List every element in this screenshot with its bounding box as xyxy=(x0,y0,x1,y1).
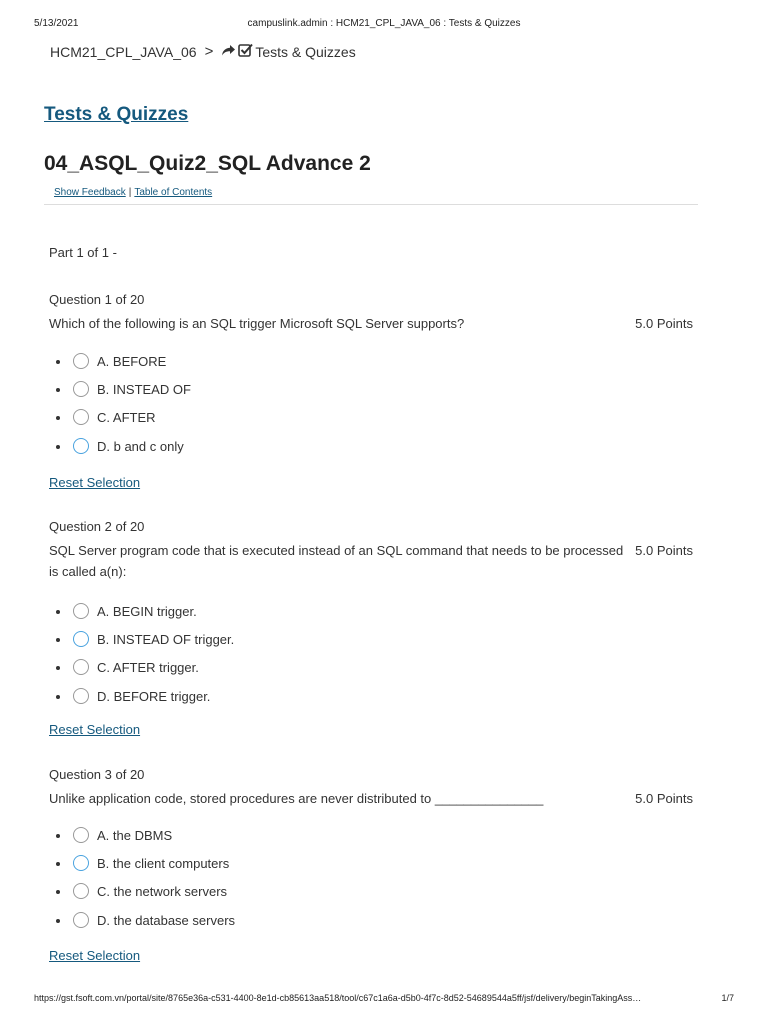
radio-button[interactable] xyxy=(73,409,89,425)
radio-button[interactable] xyxy=(73,659,89,675)
print-date: 5/13/2021 xyxy=(34,18,79,29)
checkbox-checked-icon xyxy=(238,43,253,60)
option-label: D. BEFORE trigger. xyxy=(97,688,211,704)
table-of-contents-link[interactable]: Table of Contents xyxy=(134,187,213,198)
reset-selection-link[interactable]: Reset Selection xyxy=(49,948,141,963)
option-label: B. INSTEAD OF xyxy=(97,382,191,398)
question-points: 5.0 Points xyxy=(635,316,693,331)
question-text: Unlike application code, stored procedures are never distributed to _______________ xyxy=(49,791,544,806)
question-points: 5.0 Points xyxy=(635,791,693,806)
radio-button[interactable] xyxy=(73,827,89,843)
question-text: Which of the following is an SQL trigger Microsoft SQL Server supports? xyxy=(49,316,465,331)
option-label: C. the network servers xyxy=(97,884,228,900)
assessment-title: 04_ASQL_Quiz2_SQL Advance 2 xyxy=(44,152,371,175)
question-1 xyxy=(49,291,693,465)
page-number: 1/7 xyxy=(721,993,734,1003)
radio-button[interactable] xyxy=(73,883,89,899)
option-label: A. BEFORE xyxy=(97,354,167,369)
radio-button-selected[interactable] xyxy=(73,438,89,454)
radio-button[interactable] xyxy=(73,381,89,397)
option-label: D. b and c only xyxy=(97,438,184,454)
show-feedback-link[interactable]: Show Feedback xyxy=(54,187,126,198)
option-label: D. the database servers xyxy=(97,912,236,928)
answer-options xyxy=(49,352,693,465)
answer-options xyxy=(49,602,693,715)
radio-button[interactable] xyxy=(73,353,89,369)
breadcrumb xyxy=(50,43,356,60)
link-separator: | xyxy=(128,187,132,198)
answer-option-d[interactable] xyxy=(49,687,693,715)
radio-button[interactable] xyxy=(73,688,89,704)
answer-option-d[interactable] xyxy=(49,437,693,465)
option-label: A. BEGIN trigger. xyxy=(97,604,197,619)
option-label: C. AFTER xyxy=(97,410,156,426)
answer-option-b[interactable] xyxy=(49,380,693,408)
radio-button[interactable] xyxy=(73,603,89,619)
answer-option-c[interactable] xyxy=(49,882,693,910)
radio-button-selected[interactable] xyxy=(73,855,89,871)
option-label: A. the DBMS xyxy=(97,828,173,843)
answer-options xyxy=(49,826,693,939)
answer-option-d[interactable] xyxy=(49,911,693,939)
radio-button-selected[interactable] xyxy=(73,631,89,647)
tool-title-link[interactable]: Tests & Quizzes xyxy=(44,104,189,125)
answer-option-a[interactable] xyxy=(49,352,693,380)
breadcrumb-separator: > xyxy=(204,43,214,60)
assessment-links xyxy=(54,187,212,198)
option-label: B. the client computers xyxy=(97,856,230,872)
answer-option-a[interactable] xyxy=(49,826,693,854)
answer-option-c[interactable] xyxy=(49,658,693,686)
option-label: C. AFTER trigger. xyxy=(97,660,199,676)
question-number: Question 2 of 20 xyxy=(49,519,145,534)
answer-option-a[interactable] xyxy=(49,602,693,630)
print-title: campuslink.admin : HCM21_CPL_JAVA_06 : Tests & Quizzes xyxy=(247,18,521,29)
question-number: Question 3 of 20 xyxy=(49,767,145,782)
breadcrumb-site[interactable]: HCM21_CPL_JAVA_06 xyxy=(50,43,197,60)
answer-option-b[interactable] xyxy=(49,630,693,658)
radio-button[interactable] xyxy=(73,912,89,928)
answer-option-c[interactable] xyxy=(49,408,693,436)
question-number: Question 1 of 20 xyxy=(49,292,145,307)
question-2 xyxy=(49,518,693,715)
breadcrumb-current: Tests & Quizzes xyxy=(255,43,356,60)
part-label: Part 1 of 1 - xyxy=(49,245,117,260)
share-arrow-icon xyxy=(221,44,236,60)
question-points: 5.0 Points xyxy=(635,543,693,558)
question-text: SQL Server program code that is executed instead of an SQL command that needs to be processed is called a(n): xyxy=(49,543,624,579)
answer-option-b[interactable] xyxy=(49,854,693,882)
reset-selection-link[interactable]: Reset Selection xyxy=(49,475,141,490)
print-url: https://gst.fsoft.com.vn/portal/site/8765e36a-c531-4400-8e1d-cb85613aa518/tool/c67c1a6a-d5b0-4f7c-8d52-54689544a5ff/jsf/delivery/beginTakingAss… xyxy=(34,993,642,1003)
reset-selection-link[interactable]: Reset Selection xyxy=(49,722,141,737)
title-divider xyxy=(44,204,698,205)
question-3 xyxy=(49,766,693,939)
option-label: B. INSTEAD OF trigger. xyxy=(97,632,235,648)
